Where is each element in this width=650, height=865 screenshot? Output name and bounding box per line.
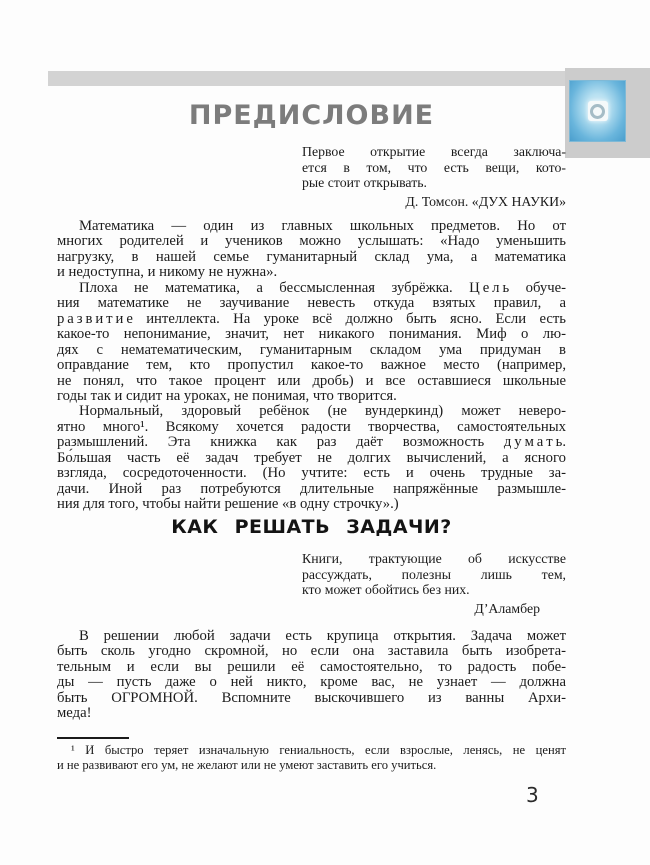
section-title: КАК РЕШАТЬ ЗАДАЧИ? bbox=[171, 516, 452, 538]
header-rule-bar bbox=[48, 71, 565, 86]
camera-lens-ring bbox=[590, 104, 605, 119]
preface-epigraph bbox=[302, 144, 566, 209]
section-epigraph bbox=[302, 551, 566, 616]
preface-title: ПРЕДИСЛОВИЕ bbox=[188, 100, 435, 131]
epigraph-text: Первое открытие всегда заключа- ется в том, что есть вещи, кото- рые стоит открывать. bbox=[302, 144, 566, 191]
camera-lens-icon bbox=[588, 101, 608, 121]
epigraph-attribution: Д. Томсон. «ДУХ НАУКИ» bbox=[405, 193, 566, 209]
section-body bbox=[57, 629, 566, 722]
footnote: ¹ И быстро теряет изначальную гениальность, если взрослые, ленясь, не ценят и не развивают его ум, не желают или не умеют заставить его учиться. bbox=[57, 743, 566, 773]
footnote-separator bbox=[57, 737, 129, 739]
epigraph-attribution: Д’Аламбер bbox=[474, 600, 540, 616]
preface-body bbox=[57, 219, 566, 513]
paragraph: Нормальный, здоровый ребёнок (не вундеркинд) может неверо- ятно много¹. Всякому хочется радости творчества, самостоятельных размышлений. Эта книжка как раз даёт возможность д у м а т ь. Бо́льшая часть её задач требует не долгих вычислений, а ясного взгляда, сосредоточенности. (Но учтите: есть и очень трудные за- дачи. Иной раз потребуются длительные напряжённые размышле- ния для того, чтобы найти решение «в одну строчку».) bbox=[57, 403, 566, 513]
epigraph-text: Книги, трактующие об искусстве рассуждать, полезны лишь тем, кто может обойтись без них. bbox=[302, 551, 566, 598]
paragraph: В решении любой задачи есть крупица открытия. Задача может быть сколь угодно скромной, но если она заставила быть изобрета- тельным и если вы решили её самостоятельно, то радость побе- ды — пусть даже о ней никто, кроме вас, не узнает — должна быть ОГРОМНОЙ. Вспомните выскочившего из ванны Архи- меда! bbox=[57, 628, 566, 722]
page-number: 3 bbox=[526, 783, 539, 807]
paragraph: Плоха не математика, а бессмысленная зубрёжка. Ц е л ь обуче- ния математике не заучивание невесть откуда взятых правил, а р а з в и т и е интеллекта. На уроке всё должно быть ясно. Если есть какое-то непонимание, значит, нет никакого понимания. Миф о лю- дях с нематематическим, гуманитарным складом ума придуман в оправдание тем, кто пропустил какое-то важное место (например, не понял, что такое процент или дробь) и все оставшиеся школьные годы так и сидит на уроках, не понимая, что творится. bbox=[57, 279, 566, 404]
camera-media-icon[interactable] bbox=[569, 80, 626, 142]
media-panel bbox=[565, 68, 650, 158]
paragraph: Математика — один из главных школьных предметов. Но от многих родителей и учеников можно услышать: «Надо уменьшить нагрузку, в нашей семье гуманитарный склад ума, а математика и недоступна, и никому не нужна». bbox=[57, 218, 566, 281]
